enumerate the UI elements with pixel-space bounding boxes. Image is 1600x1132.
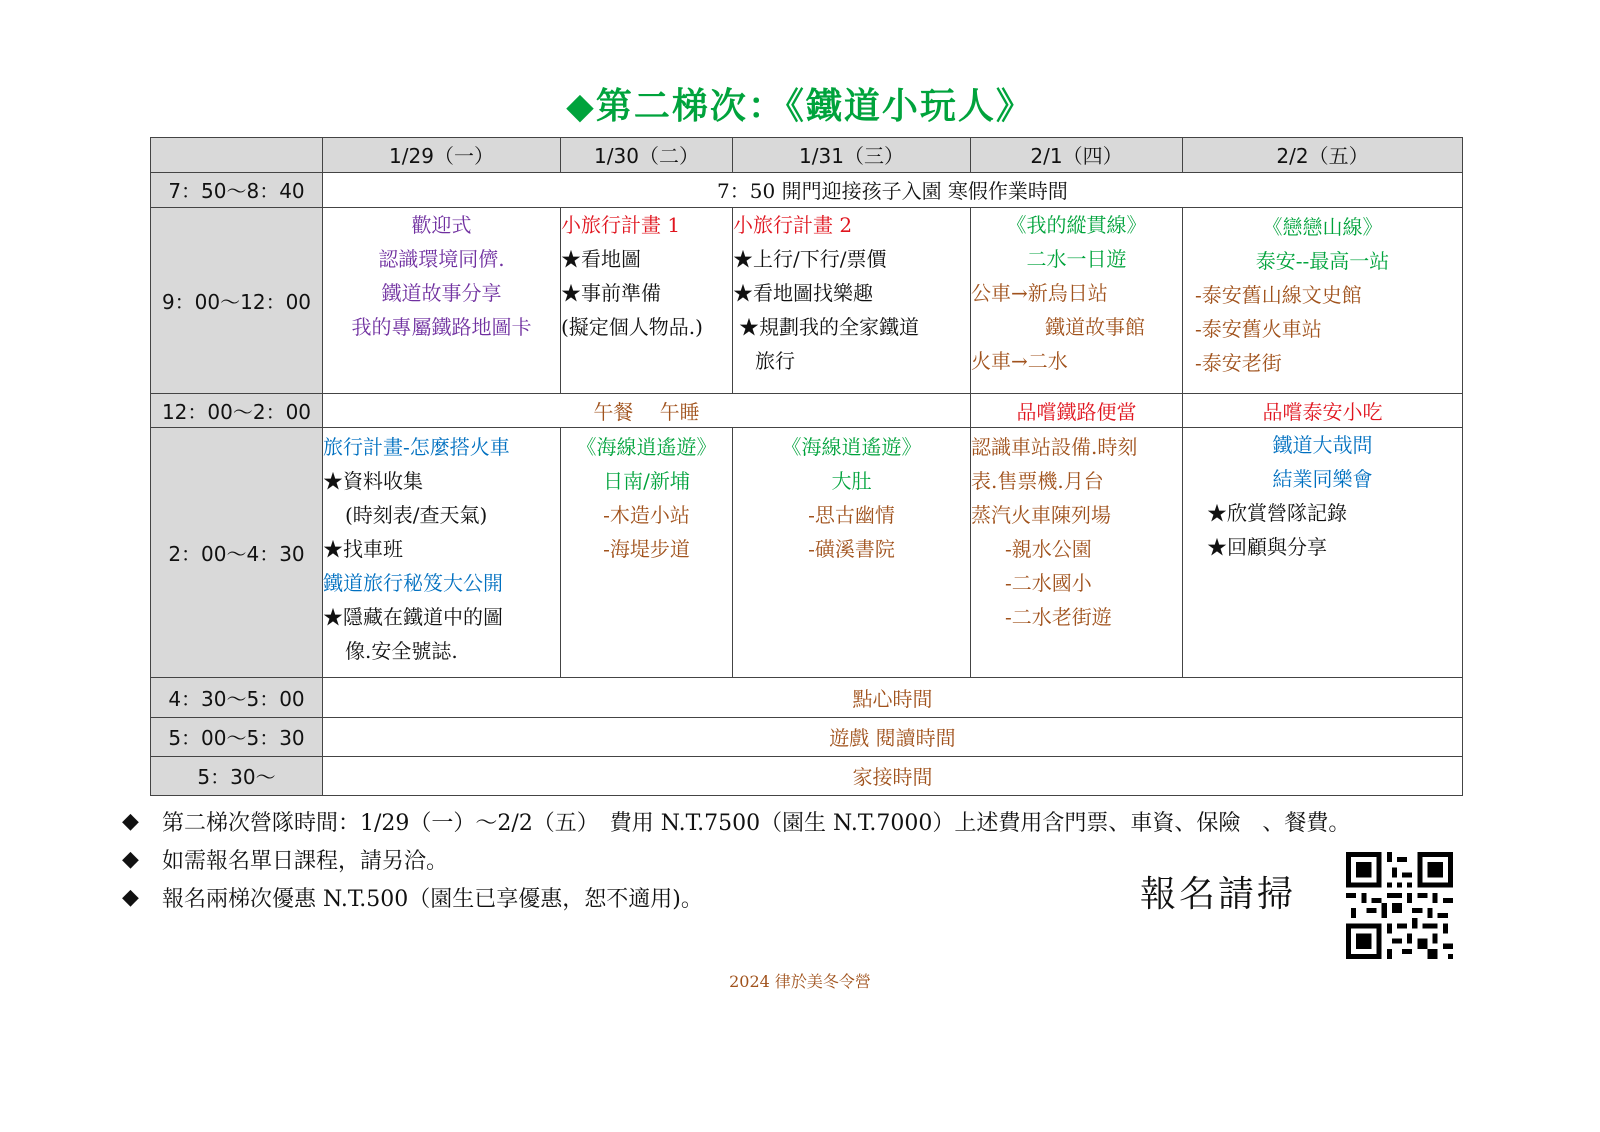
scan-label: 報名請掃: [1140, 874, 1297, 915]
day-header: 1/29（一）: [323, 138, 561, 173]
cell-line: ★隱藏在鐵道中的圖: [323, 605, 503, 630]
cell-line: -木造小站: [603, 503, 690, 528]
diamond-bullet-icon: ◆: [122, 846, 139, 872]
time-slot: 7：50～8：40: [151, 172, 323, 207]
afternoon-cell-d5: [1183, 428, 1463, 677]
cell-line: -泰安舊火車站: [1195, 316, 1322, 341]
table-row: [151, 428, 1463, 677]
cell-line: 鐵道故事分享: [381, 280, 502, 305]
cell-line: (擬定個人物品.): [561, 314, 703, 339]
schedule-table: [150, 137, 1463, 796]
cell-line: 蒸汽火車陳列場: [971, 503, 1111, 528]
cell-line: -親水公園: [1005, 537, 1092, 562]
corner-cell: [151, 138, 323, 173]
cell-line: 結業同樂會: [1272, 467, 1373, 492]
note-text: 報名兩梯次優惠 N.T.500（園生已享優惠，恕不適用)。: [162, 886, 703, 912]
cell-line: 火車→二水: [971, 348, 1068, 373]
cell-line: -二水國小: [1005, 571, 1092, 596]
cell-line: ★資料收集: [323, 469, 423, 494]
note-item: [122, 802, 1350, 840]
day-header: 2/1（四）: [971, 138, 1183, 173]
cell-line: 泰安--最高一站: [1255, 248, 1390, 273]
morning-cell-d4: [971, 207, 1183, 393]
arrival-cell: 7：50 開門迎接孩子入園 寒假作業時間: [323, 172, 1463, 207]
morning-cell-d5: [1183, 207, 1463, 393]
cell-line: ★回顧與分享: [1207, 535, 1327, 560]
diamond-bullet-icon: ◆: [122, 808, 139, 834]
cell-line: -思古幽情: [808, 503, 895, 528]
cell-line: ★看地圖: [561, 246, 641, 271]
page-title: ◆第二梯次：《鐵道小玩人》: [566, 85, 1034, 127]
afternoon-cell-d2: [561, 428, 733, 677]
cell-line: -磺溪書院: [808, 537, 895, 562]
morning-cell-d3: [733, 207, 971, 393]
cell-line: 歡迎式: [411, 212, 472, 237]
cell-line: -泰安老街: [1195, 350, 1282, 375]
cell-line: -二水老街遊: [1005, 605, 1112, 630]
diamond-bullet-icon: ◆: [122, 884, 139, 910]
table-row: [151, 207, 1463, 393]
cell-line: 旅行: [755, 348, 795, 373]
snack-cell: 點心時間: [323, 677, 1463, 717]
cell-line: 小旅行計畫 2: [733, 212, 853, 237]
cell-line: 鐵道旅行秘笈大公開: [323, 571, 503, 596]
cell-line: (時刻表/查天氣): [345, 503, 488, 528]
cell-line: 日南/新埔: [603, 469, 690, 494]
morning-cell-d2: [561, 207, 733, 393]
cell-line: 《海線逍遙遊》: [781, 435, 922, 460]
cell-line: 旅行計畫-怎麼搭火車: [323, 435, 510, 460]
cell-line: 《我的縱貫線》: [1006, 212, 1147, 237]
cell-line: 小旅行計畫 1: [561, 212, 681, 237]
day-header: 1/31（三）: [733, 138, 971, 173]
time-slot: 12：00～2：00: [151, 393, 323, 428]
qr-code-icon[interactable]: [1346, 852, 1453, 959]
cell-line: ★找車班: [323, 537, 403, 562]
cell-line: 公車→新烏日站: [971, 280, 1108, 305]
table-row: [151, 172, 1463, 207]
cell-line: ★事前準備: [561, 280, 661, 305]
footer-text: 2024 律於美冬令營: [729, 972, 871, 991]
cell-line: ★欣賞營隊記錄: [1207, 501, 1347, 526]
cell-line: ★規劃我的全家鐵道: [739, 314, 919, 339]
cell-line: 表.售票機.月台: [971, 469, 1104, 494]
cell-line: 認識環境同儕.: [378, 246, 505, 271]
cell-line: 二水一日遊: [1026, 246, 1127, 271]
cell-line: 我的專屬鐵路地圖卡: [351, 314, 532, 339]
cell-line: -海堤步道: [603, 537, 690, 562]
cell-line: ★上行/下行/票價: [733, 246, 887, 271]
time-slot: 5：00～5：30: [151, 717, 323, 756]
cell-line: 《戀戀山線》: [1262, 214, 1383, 239]
cell-line: -泰安舊山線文史館: [1195, 282, 1362, 307]
day-header-row: [151, 138, 1463, 173]
lunch-cell-d5: 品嚐泰安小吃: [1183, 393, 1463, 428]
pickup-cell: 家接時間: [323, 756, 1463, 795]
cell-line: 鐵道大哉問: [1272, 433, 1373, 458]
table-row: [151, 677, 1463, 717]
table-row: [151, 393, 1463, 428]
note-text: 第二梯次營隊時間：1/29（一）～2/2（五） 費用 N.T.7500（園生 N.T.7000）上述費用含門票、車資、保險 、餐費。: [162, 810, 1351, 836]
time-slot: 4：30～5：00: [151, 677, 323, 717]
cell-line: 認識車站設備.時刻: [971, 435, 1138, 460]
afternoon-cell-d3: [733, 428, 971, 677]
table-row: [151, 756, 1463, 795]
afternoon-cell-d1: [323, 428, 561, 677]
time-slot: 9：00～12：00: [151, 207, 323, 393]
games-cell: 遊戲 閱讀時間: [323, 717, 1463, 756]
cell-line: 鐵道故事館: [1045, 314, 1145, 339]
time-slot: 5：30～: [151, 756, 323, 795]
day-header: 2/2（五）: [1183, 138, 1463, 173]
lunch-cell: 午餐 午睡: [323, 393, 971, 428]
cell-line: 《海線逍遙遊》: [576, 435, 717, 460]
afternoon-cell-d4: [971, 428, 1183, 677]
time-slot: 2：00～4：30: [151, 428, 323, 677]
morning-cell-d1: [323, 207, 561, 393]
cell-line: 大肚: [831, 469, 872, 494]
lunch-cell-d4: 品嚐鐵路便當: [971, 393, 1183, 428]
cell-line: ★看地圖找樂趣: [733, 280, 873, 305]
day-header: 1/30（二）: [561, 138, 733, 173]
table-row: [151, 717, 1463, 756]
note-text: 如需報名單日課程，請另洽。: [162, 848, 449, 874]
cell-line: 像.安全號誌.: [345, 639, 458, 664]
